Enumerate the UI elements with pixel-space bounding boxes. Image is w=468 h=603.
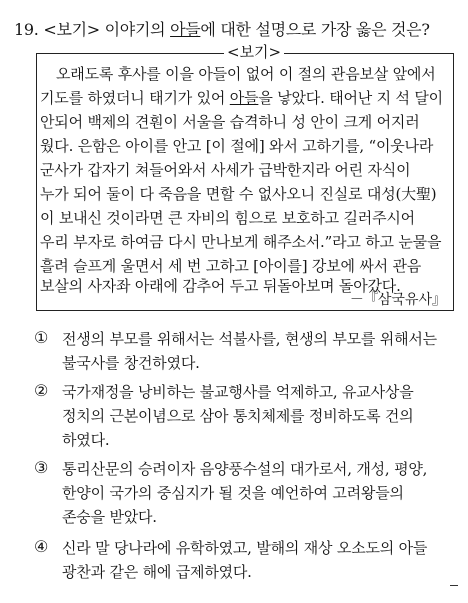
passage-line: 이 보내신 것이라면 큰 자비의 힘으로 보호하고 길러주시어 xyxy=(40,209,415,227)
passage-line: 보살의 사자좌 아래에 감추어 두고 뒤돌아보며 돌아갔다. xyxy=(40,277,401,295)
option-4-text[interactable]: 광찬과 같은 해에 급제하였다. xyxy=(62,563,252,581)
option-1-number[interactable]: ① xyxy=(34,328,49,347)
question-text-prefix: <보기> 이야기의 xyxy=(38,20,171,39)
passage-line: 군사가 갑자기 쳐들어와서 사세가 급박한지라 어린 자식이 xyxy=(40,161,411,179)
passage-line-part: 을 낳았다. 태어난 지 석 달이 xyxy=(258,89,443,107)
page-corner-mark xyxy=(450,585,458,586)
option-3-text[interactable]: 존숭을 받았다. xyxy=(62,508,157,526)
option-3-text[interactable]: 한양이 국가의 중심지가 될 것을 예언하여 고려왕들의 xyxy=(62,484,404,502)
option-1-text[interactable]: 전생의 부모를 위해서는 석불사를, 현생의 부모를 위해서는 xyxy=(62,330,437,348)
passage-line-part: 기도를 하였더니 태기가 있어 xyxy=(40,89,230,107)
passage-source: －『삼국유사』 xyxy=(349,292,446,308)
option-3-text[interactable]: 통리산문의 승려이자 음양풍수설의 대가로서, 개성, 평양, xyxy=(62,460,428,478)
passage-line: 오래도록 후사를 이을 아들이 없어 이 절의 관음보살 앞에서 xyxy=(56,65,436,83)
bogi-label: <보기> xyxy=(224,42,284,62)
passage-underlined-son: 아들 xyxy=(229,89,259,107)
question-text-suffix: 에 대한 설명으로 가장 옳은 것은? xyxy=(200,20,430,39)
question-number: 19. xyxy=(14,20,39,39)
passage-line: 우리 부자로 하여금 다시 만나보게 해주소서.”라고 하고 눈물을 xyxy=(40,233,442,251)
option-2-text[interactable]: 하였다. xyxy=(62,431,110,449)
option-4-number[interactable]: ④ xyxy=(34,537,49,556)
option-2-number[interactable]: ② xyxy=(34,381,49,400)
question-underlined-word: 아들 xyxy=(170,20,201,39)
passage-line: 안되어 백제의 견훤이 서울을 습격하니 성 안이 크게 어지러 xyxy=(40,113,420,131)
option-2-text[interactable]: 정치의 근본이념으로 삼아 통치체제를 정비하도록 건의 xyxy=(62,407,414,425)
passage-line: 흘려 슬프게 울면서 세 번 고하고 [아이를] 강보에 싸서 관음 xyxy=(40,257,422,275)
passage-line: 웠다. 은함은 아이를 안고 [이 절에] 와서 고하기를, “이웃나라 xyxy=(40,137,434,155)
question-stem xyxy=(14,20,464,40)
passage-line: 누가 되어 둘이 다 죽음을 면할 수 없사오니 진실로 대성(大聖) xyxy=(40,185,437,203)
option-4-text[interactable]: 신라 말 당나라에 유학하였고, 발해의 재상 오소도의 아들 xyxy=(62,539,428,557)
option-3-number[interactable]: ③ xyxy=(34,458,49,477)
option-2-text[interactable]: 국가재정을 낭비하는 불교행사를 억제하고, 유교사상을 xyxy=(62,383,414,401)
option-1-text[interactable]: 불국사를 창건하였다. xyxy=(62,354,200,372)
passage-line xyxy=(40,88,443,108)
